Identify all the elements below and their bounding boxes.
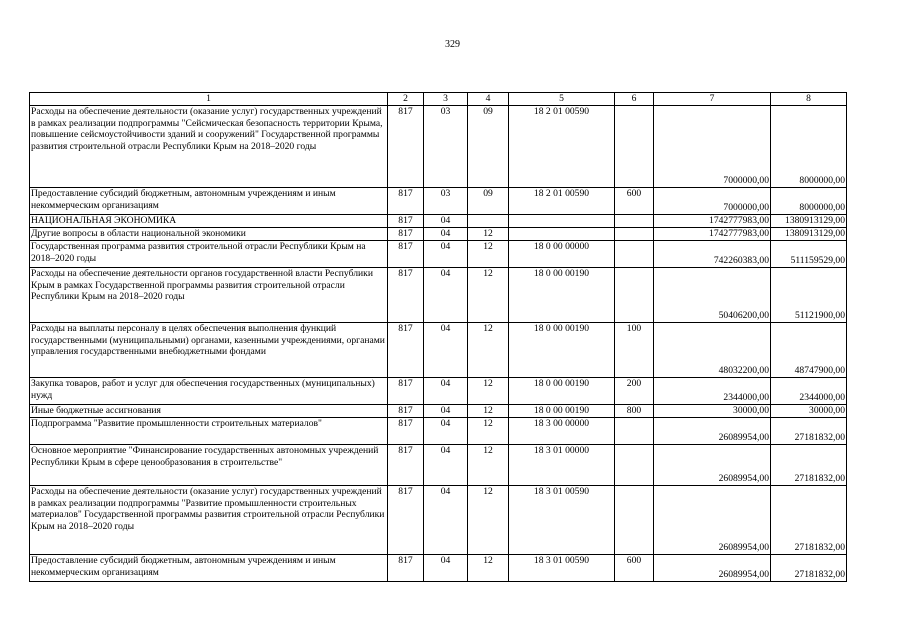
amount-year-2: 27181832,00 (771, 445, 847, 486)
amount-year-1: 48032200,00 (654, 323, 771, 378)
expense-name: Предоставление субсидий бюджетным, автономным учреждениям и иным некоммерческим организациям (30, 555, 388, 582)
ministry-code: 817 (388, 418, 424, 445)
ministry-code: 817 (388, 323, 424, 378)
subsection-code: 12 (468, 445, 509, 486)
subsection-code: 12 (468, 418, 509, 445)
column-header: 5 (509, 93, 615, 106)
subsection-code: 12 (468, 378, 509, 405)
expense-type-code: 100 (615, 323, 654, 378)
ministry-code: 817 (388, 228, 424, 241)
amount-year-2: 27181832,00 (771, 555, 847, 582)
subsection-code: 12 (468, 486, 509, 555)
amount-year-1: 7000000,00 (654, 188, 771, 215)
ministry-code: 817 (388, 486, 424, 555)
budget-table (29, 92, 847, 582)
expense-type-code: 200 (615, 378, 654, 405)
column-header: 2 (388, 93, 424, 106)
subsection-code (468, 215, 509, 228)
expense-type-code (615, 418, 654, 445)
expense-type-code: 600 (615, 188, 654, 215)
table-row (30, 445, 847, 486)
section-code: 04 (424, 486, 468, 555)
expense-type-code (615, 228, 654, 241)
expense-name: Расходы на обеспечение деятельности (оказание услуг) государственных учреждений в рамках реализации подпрограммы "Сейсмическая безопасность территории Крыма, повышение сейсмоустойчивости зданий и сооружений" Государственной программы развития строительной отрасли Республики Крым на 2018–2020 годы (30, 106, 388, 188)
ministry-code: 817 (388, 268, 424, 323)
expense-type-code (615, 268, 654, 323)
expense-type-code: 800 (615, 405, 654, 418)
target-article-code: 18 0 00 00190 (509, 378, 615, 405)
expense-name: Государственная программа развития строительной отрасли Республики Крым на 2018–2020 годы (30, 241, 388, 268)
expense-name: Другие вопросы в области национальной экономики (30, 228, 388, 241)
expense-type-code (615, 486, 654, 555)
target-article-code: 18 0 00 00190 (509, 323, 615, 378)
table-row (30, 268, 847, 323)
ministry-code: 817 (388, 241, 424, 268)
target-article-code: 18 0 00 00190 (509, 405, 615, 418)
expense-name: Подпрограмма "Развитие промышленности строительных материалов" (30, 418, 388, 445)
amount-year-1: 7000000,00 (654, 106, 771, 188)
table-row (30, 241, 847, 268)
amount-year-2: 48747900,00 (771, 323, 847, 378)
target-article-code: 18 0 00 00190 (509, 268, 615, 323)
amount-year-2: 511159529,00 (771, 241, 847, 268)
amount-year-2: 1380913129,00 (771, 215, 847, 228)
table-row (30, 555, 847, 582)
subsection-code: 12 (468, 241, 509, 268)
expense-type-code (615, 445, 654, 486)
subsection-code: 12 (468, 323, 509, 378)
section-code: 04 (424, 445, 468, 486)
amount-year-1: 26089954,00 (654, 418, 771, 445)
ministry-code: 817 (388, 188, 424, 215)
section-code: 04 (424, 405, 468, 418)
column-header: 4 (468, 93, 509, 106)
table-row (30, 215, 847, 228)
table-row (30, 405, 847, 418)
amount-year-1: 1742777983,00 (654, 215, 771, 228)
target-article-code: 18 2 01 00590 (509, 188, 615, 215)
expense-name: Расходы на выплаты персоналу в целях обеспечения выполнения функций государственными (муниципальными) органами, казенными учреждениями, органами управления государственными внебюджетными фондами (30, 323, 388, 378)
subsection-code: 09 (468, 188, 509, 215)
amount-year-1: 2344000,00 (654, 378, 771, 405)
table-row (30, 323, 847, 378)
amount-year-2: 8000000,00 (771, 188, 847, 215)
expense-type-code (615, 106, 654, 188)
target-article-code: 18 2 01 00590 (509, 106, 615, 188)
amount-year-2: 27181832,00 (771, 418, 847, 445)
target-article-code: 18 0 00 00000 (509, 241, 615, 268)
amount-year-2: 1380913129,00 (771, 228, 847, 241)
column-header: 3 (424, 93, 468, 106)
ministry-code: 817 (388, 555, 424, 582)
expense-name: Закупка товаров, работ и услуг для обеспечения государственных (муниципальных) нужд (30, 378, 388, 405)
table-row (30, 378, 847, 405)
table-body (30, 106, 847, 582)
target-article-code: 18 3 00 00000 (509, 418, 615, 445)
subsection-code: 12 (468, 555, 509, 582)
subsection-code: 09 (468, 106, 509, 188)
section-code: 04 (424, 323, 468, 378)
expense-type-code (615, 241, 654, 268)
column-header: 1 (30, 93, 388, 106)
column-header: 7 (654, 93, 771, 106)
amount-year-1: 1742777983,00 (654, 228, 771, 241)
ministry-code: 817 (388, 106, 424, 188)
ministry-code: 817 (388, 405, 424, 418)
target-article-code: 18 3 01 00000 (509, 445, 615, 486)
table-row (30, 228, 847, 241)
column-header: 8 (771, 93, 847, 106)
target-article-code (509, 228, 615, 241)
section-code: 04 (424, 378, 468, 405)
section-code: 04 (424, 268, 468, 323)
ministry-code: 817 (388, 445, 424, 486)
expense-type-code (615, 215, 654, 228)
amount-year-2: 30000,00 (771, 405, 847, 418)
section-code: 04 (424, 215, 468, 228)
amount-year-1: 26089954,00 (654, 555, 771, 582)
expense-name: Расходы на обеспечение деятельности (оказание услуг) государственных учреждений в рамках реализации подпрограммы "Развитие промышленности строительных материалов" Государственной программы развития строительной отрасли Республики Крым на 2018–2020 годы (30, 486, 388, 555)
amount-year-1: 742260383,00 (654, 241, 771, 268)
subsection-code: 12 (468, 228, 509, 241)
section-code: 04 (424, 228, 468, 241)
expense-type-code: 600 (615, 555, 654, 582)
amount-year-2: 2344000,00 (771, 378, 847, 405)
subsection-code: 12 (468, 268, 509, 323)
page-number: 329 (445, 39, 460, 50)
subsection-code: 12 (468, 405, 509, 418)
table-row (30, 486, 847, 555)
amount-year-1: 26089954,00 (654, 486, 771, 555)
amount-year-2: 51121900,00 (771, 268, 847, 323)
table-row (30, 188, 847, 215)
section-code: 03 (424, 188, 468, 215)
target-article-code: 18 3 01 00590 (509, 555, 615, 582)
ministry-code: 817 (388, 378, 424, 405)
section-code: 04 (424, 555, 468, 582)
amount-year-2: 8000000,00 (771, 106, 847, 188)
expense-name: НАЦИОНАЛЬНАЯ ЭКОНОМИКА (30, 215, 388, 228)
header-row (30, 93, 847, 106)
table-row (30, 418, 847, 445)
amount-year-2: 27181832,00 (771, 486, 847, 555)
amount-year-1: 26089954,00 (654, 445, 771, 486)
expense-name: Иные бюджетные ассигнования (30, 405, 388, 418)
expense-name: Предоставление субсидий бюджетным, автономным учреждениям и иным некоммерческим организациям (30, 188, 388, 215)
table-row (30, 106, 847, 188)
column-header: 6 (615, 93, 654, 106)
ministry-code: 817 (388, 215, 424, 228)
section-code: 03 (424, 106, 468, 188)
section-code: 04 (424, 241, 468, 268)
amount-year-1: 30000,00 (654, 405, 771, 418)
section-code: 04 (424, 418, 468, 445)
target-article-code (509, 215, 615, 228)
target-article-code: 18 3 01 00590 (509, 486, 615, 555)
expense-name: Расходы на обеспечение деятельности органов государственной власти Республики Крым в рамках Государственной программы развития строительной отрасли Республики Крым на 2018–2020 годы (30, 268, 388, 323)
expense-name: Основное мероприятие "Финансирование государственных автономных учреждений Республики Крым в сфере ценообразования в строительстве" (30, 445, 388, 486)
amount-year-1: 50406200,00 (654, 268, 771, 323)
